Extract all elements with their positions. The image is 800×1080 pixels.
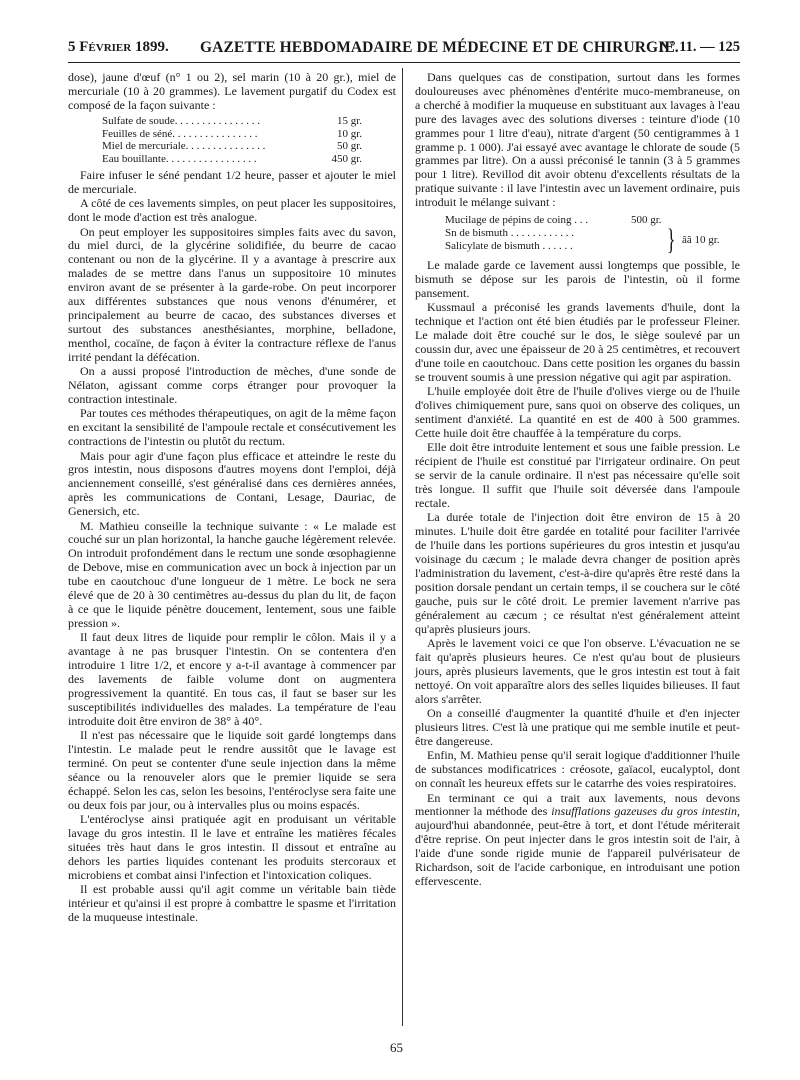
brace-glyph: } [666,223,676,257]
formula-row [445,227,662,240]
ingredient-qty: 500 gr. [631,214,662,227]
formula-row [445,240,662,253]
page-header [68,36,740,63]
recipe-row [102,153,396,166]
paragraph: La durée totale de l'injection doit être environ de 15 à 20 minutes. L'huile doit être gardée en totalité pour faciliter l'arrivée de l'huile dans les portions supérieures du gros intestin et jusqu'au voisinage du cæcum ; le malade devra changer de position après l'administration du lavement, c'est-à-dire qu'après être resté dans la position dorsale pendant un certain temps, il se couchera sur le côté gauche, puis sur le côté droit. Le premier lavement n'arrive pas généralement au cæcum ; ce résultat n'est généralement atteint qu'après plusieurs jours. [415,510,740,636]
paragraph: On a aussi proposé l'introduction de mèches, d'une sonde de Nélaton, agissant comme corps étranger pour provoquer la contraction intestinale. [68,364,396,406]
column-divider [402,68,403,1026]
formula-ingredients [445,214,662,252]
paragraph: Il n'est pas nécessaire que le liquide soit gardé longtemps dans l'intestin. Le malade peut le rendre aussitôt que le lavage est terminé. On peut se contenter d'une seule injection dans la même séance ou la renouveler alors que le premier liquide se sera échappé. Selon les cas, selon les besoins, l'entéroclyse sera faite une ou deux fois par jour, ou à intervalles plus ou moins espacés. [68,728,396,812]
ingredient-name: Eau bouillante. . . . . . . . . . . . . . . . . [102,153,257,166]
paragraph: M. Mathieu conseille la technique suivante : « Le malade est couché sur un plan horizontal, la hanche gauche légèrement relevée. On introduit profondément dans le rectum une sonde œsophagienne de Debove, mise en communication avec un bock à injection par un tube en caoutchouc d'une longueur de 1 mètre. Le bock ne sera élevé que de 20 à 30 centimètres au-dessus du plan du lit, de façon à ce que le liquide pénètre doucement, lentement, sous une faible pression ». [68,518,396,630]
paragraph: Elle doit être introduite lentement et sous une faible pression. Le récipient de l'huile est constitué par l'irrigateur ordinaire. On peut se servir de la canule ordinaire. Il n'est pas nécessaire qu'elle soit très longue. Il suffit que l'huile soit déversée dans l'ampoule rectale. [415,440,740,510]
ingredient-qty: 450 gr. [331,153,362,166]
paragraph: On peut employer les suppositoires simples faits avec du savon, du miel durci, de la glycérine solidifiée, du beurre de cacao contenant ou non de la glycérine. Il y a avantage à prescrire aux malades de se mettre dans l'anus un suppositoire 10 minutes environ avant de se présenter à la garde-robe. On peut incorporer aux différentes substances que nous venons d'énumérer, et principalement au beurre de cacao, des substances diverses et surtout des substances anesthésiantes, morphine, belladone, menthol, cocaïne, de façon à éviter la contracture réflexe de l'anus irrité pendant la défécation. [68,224,396,364]
shared-qty: ââ 10 gr. [681,233,720,246]
paragraph: Faire infuser le séné pendant 1/2 heure, passer et ajouter le miel de mercuriale. [68,167,396,196]
paragraph: Enfin, M. Mathieu pense qu'il serait logique d'additionner l'huile de substances modificatrices : créosote, gaïacol, eucalyptol, dont on connaît les heureux effets sur le catarrhe des voies respiratoires. [415,748,740,791]
paragraph: A côté de ces lavements simples, on peut placer les suppositoires, dont le mode d'action est très analogue. [68,196,396,225]
paragraph: Il est probable aussi qu'il agit comme un véritable bain tiède intérieur et qu'ainsi il est propre à combattre le spasme et l'irritation de la muqueuse intestinale. [68,882,396,924]
ingredient-name: Mucilage de pépins de coing . . . [445,214,588,227]
revillod-formula [445,214,740,257]
paragraph: Mais pour agir d'une façon plus efficace et atteindre le reste du gros intestin, nous disposons d'autres moyens dont l'emploi, déjà anciennement conseillé, s'est généralisé dans ces dernières années, après les communications de Contani, Lesage, Dauriac, de Genersich, etc. [68,448,396,519]
paragraph: On a conseillé d'augmenter la quantité d'huile et d'en injecter plusieurs litres. C'est là une pratique qui me semble inutile et peut-être dangereuse. [415,706,740,748]
paragraph: dose), jaune d'œuf (n° 1 ou 2), sel marin (10 à 20 gr.), miel de mercuriale (10 à 20 grammes). Le lavement purgatif du Codex est composé de la façon suivante : [68,70,396,112]
recipe-row [102,115,396,128]
right-column [415,71,740,889]
paragraph: Dans quelques cas de constipation, surtout dans les formes douloureuses avec phénomènes d'entérite muco-membraneuse, on a cherché à modifier la muqueuse en substituant aux lavages à l'eau pure des lavages avec des solutions diverses : teinture d'iode (10 grammes pour 1 litre d'eau), nitrate d'argent (50 centigrammes à 1 gramme p. 1 000). J'ai essayé avec avantage le chlorate de soude (5 grammes par litre). On a aussi préconisé le tannin (3 à 5 grammes pour 1 litre). Revillod dit avoir obtenu d'excellents résultats de la pratique suivante : il lave l'intestin avec un lavement ordinaire, puis introduit le mélange suivant : [415,70,740,210]
codex-recipe [102,115,396,166]
ingredient-name: Salicylate de bismuth . . . . . . [445,239,573,252]
journal-title: GAZETTE HEBDOMADAIRE DE MÉDECINE ET DE CHIRURGIE. [200,39,679,56]
ingredient-qty: 50 gr. [336,140,362,153]
paragraph: Kussmaul a préconisé les grands lavements d'huile, dont la technique et l'action ont été bien étudiés par le professeur Fleiner. Le malade doit être couché sur le dos, le siège soulevé par un coussin dur, avec une épaisseur de 20 à 25 centimètres, et recouvert d'une toile en caoutchouc. Dans cette position les organes du bassin se trouvent soumis à une pression négative qui agit par aspiration. [415,300,740,384]
brace-group [662,223,720,257]
left-column [68,71,396,925]
ingredient-name: Miel de mercuriale. . . . . . . . . . . . . . . [102,140,266,153]
recipe-row [102,140,396,153]
paragraph: Après le lavement voici ce que l'on observe. L'évacuation ne se fait qu'après plusieurs heures. Ce n'est qu'au bout de plusieurs jours, après plusieurs lavements, que le gros intestin est tout à fait nettoyé. On voit apparaître alors des selles liquides bilieuses. Il faut alors s'arrêter. [415,636,740,706]
issue-number: N° 11. — 125 [659,39,740,55]
recipe-row [102,128,396,141]
emphasis-text: insufflations gazeuses du gros intestin, [551,804,740,819]
paragraph: Le malade garde ce lavement aussi longtemps que possible, le bismuth se dépose sur les parois de l'intestin, où il forme pansement. [415,258,740,300]
formula-row [445,214,662,227]
text-run: aujourd'hui abandonnée, peut-être à tort, et dont l'étude mériterait d'être reprise. On peut injecter dans le gros intestin soit de l'air, à l'aide d'une sonde rigide munie de l'appareil pulvérisateur de Richardson, soit de l'acide carbonique, en introduisant une potion effervescente. [415,818,740,888]
ingredient-qty: 10 gr. [336,127,362,140]
ingredient-name: Sn de bismuth . . . . . . . . . . . . [445,227,574,240]
header-date: 5 Février 1899. [68,39,169,55]
paragraph [415,792,740,889]
paragraph: L'huile employée doit être de l'huile d'olives vierge ou de l'huile d'olives chimiquement pure, sans quoi on observe des coliques, un sentiment d'anxiété. La quantité en est de 400 à 500 grammes. Cette huile doit être chauffée à la température du corps. [415,384,740,440]
paragraph: Il faut deux litres de liquide pour remplir le côlon. Mais il y a avantage à ne pas brusquer l'intestin. On se contentera d'en introduire 1 litre 1/2, et encore y a-t-il avantage à commencer par des lavements de faible volume dont on augmentera progressivement la quantité. En tous cas, il faut se baser sur les susceptibilités individuelles des malades. La température de l'eau introduite doit être environ de 38° à 40°. [68,630,396,728]
ingredient-name: Feuilles de séné. . . . . . . . . . . . . . . . [102,127,258,140]
page-number: 65 [390,1040,403,1055]
ingredient-qty: 15 gr. [336,114,362,127]
paragraph: L'entéroclyse ainsi pratiquée agit en produisant un véritable lavage du gros intestin. Il le lave et entraîne les matières fécales situées très haut dans le gros intestin. Il dissout et entraîne au dehors les parties liquides contenant les produits stercoraux et microbiens et combat ainsi l'infection et l'intoxication coliques. [68,812,396,882]
paragraph: Par toutes ces méthodes thérapeutiques, on agit de la même façon en excitant la sensibilité de l'ampoule rectale et consécutivement les contractions de l'intestin ou plutôt du rectum. [68,406,396,449]
text-run: En terminant ce qui a trait aux lavements, nous devons mentionner la méthode des [415,790,740,819]
ingredient-name: Sulfate de soude. . . . . . . . . . . . . . . . [102,114,260,127]
